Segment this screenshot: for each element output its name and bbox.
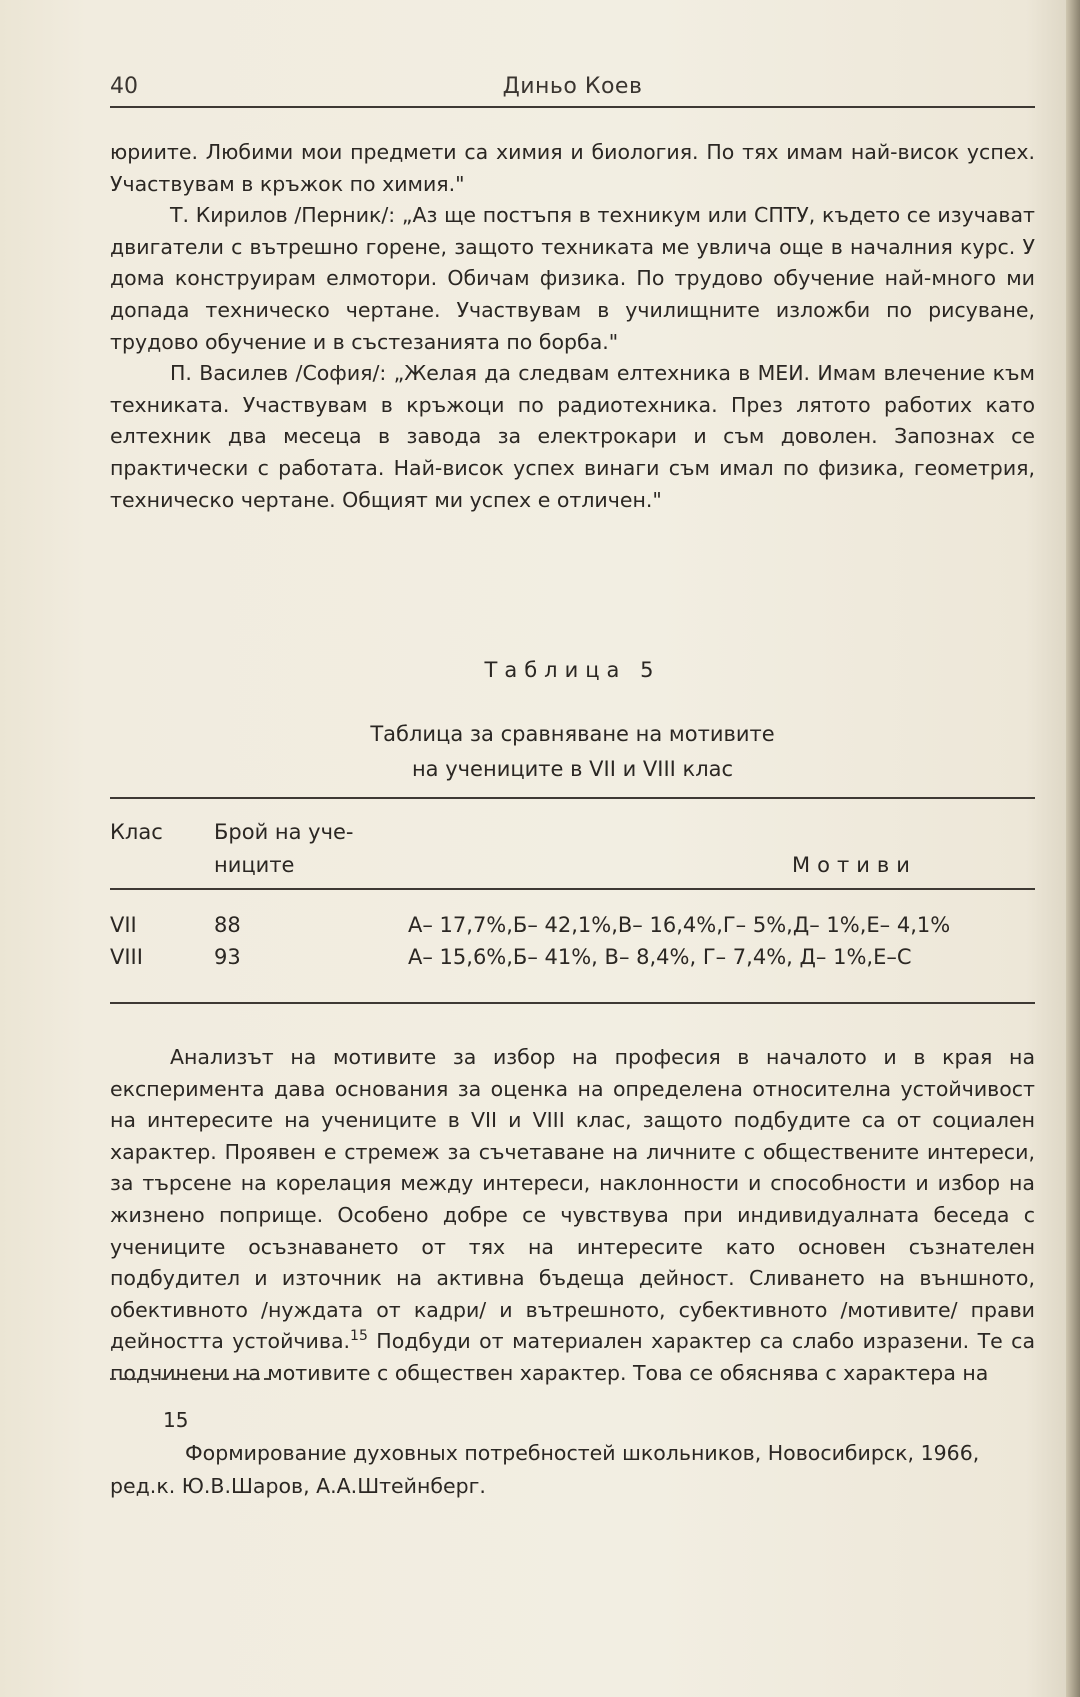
table-bottom-rule bbox=[110, 1002, 1035, 1004]
table-header-rule bbox=[110, 888, 1035, 890]
page-spine-shadow bbox=[1066, 0, 1080, 1697]
footnote-text bbox=[110, 1437, 1035, 1503]
analysis-text: Анализът на мотивите за избор на професия в началото и в края на експеримента дава основания за оценка на определена относителна устойчивост на интересите на учениците в VII и VIII клас, защото подбудите са от социален характер. Проявен е стремеж за съчетаване на личните с обществените интереси, за търсене на корелация между интереси, наклонности и способности и избор на жизнено поприще. Особено добре се чувствува при индивидуалната беседа с учениците осъзнаването от тях на интересите като основен съзнателен подбудител и източник на активна бъдеща дейност. Сливането на външното, обективното /нуждата от кадри/ и вътрешното, субективното /мотивите/ прави дейността устойчива. bbox=[110, 1045, 1035, 1354]
page-number: 40 bbox=[110, 74, 138, 99]
paragraph-kirilov: Т. Кирилов /Перник/: „Аз ще постъпя в техникум или СПТУ, където се изучават двигатели с вътрешно горене, защото техниката ме увлича още в началния курс. У дома конструирам елмотори. Обичам физика. По трудово обучение най-много ми допада техническо чертане. Участвувам в училищните изложби по рисуване, трудово обучение и в състезанията по борба." bbox=[110, 203, 1035, 354]
table-top-rule bbox=[110, 797, 1035, 799]
table-row-motives: А– 15,6%,Б– 41%, В– 8,4%, Г– 7,4%, Д– 1%,Е–С bbox=[408, 945, 912, 969]
analysis-text-continued: Подбуди от материален характер са слабо изразени. Те са подчинени на мотивите с обществен характер. Това се обяснява с характера на bbox=[110, 1329, 1036, 1385]
header-rule bbox=[110, 106, 1035, 108]
table-row-count: 88 bbox=[214, 913, 241, 937]
table-title-line2: на учениците в VII и VIII клас bbox=[411, 757, 734, 781]
running-head: Диньо Коев bbox=[502, 74, 643, 99]
paragraph-vasilev: П. Василев /София/: „Желая да следвам елтехника в МЕИ. Имам влечение към техниката. Участвувам в кръжоци по радиотехника. През лятото работих като елтехник два месеца в завода за електрокари и съм доволен. Запознах се практически с работата. Най-висок успех винаги съм имал по физика, геометрия, техническо чертане. Общият ми успех е отличен." bbox=[110, 361, 1035, 512]
analysis-paragraph bbox=[110, 1042, 1035, 1390]
table-title-line1: Таблица за сравняване на мотивите bbox=[370, 722, 775, 746]
table-row-class: VIII bbox=[110, 945, 143, 969]
footnote-reference: 15 bbox=[350, 1328, 368, 1345]
table-header-class: Клас bbox=[110, 820, 163, 844]
table-header-count-line1: Брой на уче- bbox=[214, 820, 354, 844]
table-label: Таблица 5 bbox=[484, 658, 661, 682]
body-text-bottom bbox=[110, 1042, 1035, 1390]
table-header-count-line2: ниците bbox=[214, 853, 295, 877]
footnote-separator bbox=[110, 1378, 270, 1380]
table-row-count: 93 bbox=[214, 945, 241, 969]
page-header bbox=[110, 68, 1035, 108]
footnote-number: 15 bbox=[163, 1408, 189, 1432]
body-text-top bbox=[110, 137, 1035, 516]
table-row-motives: А– 17,7%,Б– 42,1%,В– 16,4%,Г– 5%,Д– 1%,Е– 4,1% bbox=[408, 913, 951, 937]
table-header-motives: Мотиви bbox=[792, 853, 917, 877]
table-row-class: VII bbox=[110, 913, 137, 937]
footnote-citation: Формирование духовных потребностей школьников, Новосибирск, 1966, ред.к. Ю.В.Шаров, А.А.Штейнберг. bbox=[110, 1441, 980, 1498]
paragraph-continuation: юриите. Любими мои предмети са химия и биология. По тях имам най-висок успех. Участвувам в кръжок по химия." bbox=[110, 140, 1035, 196]
